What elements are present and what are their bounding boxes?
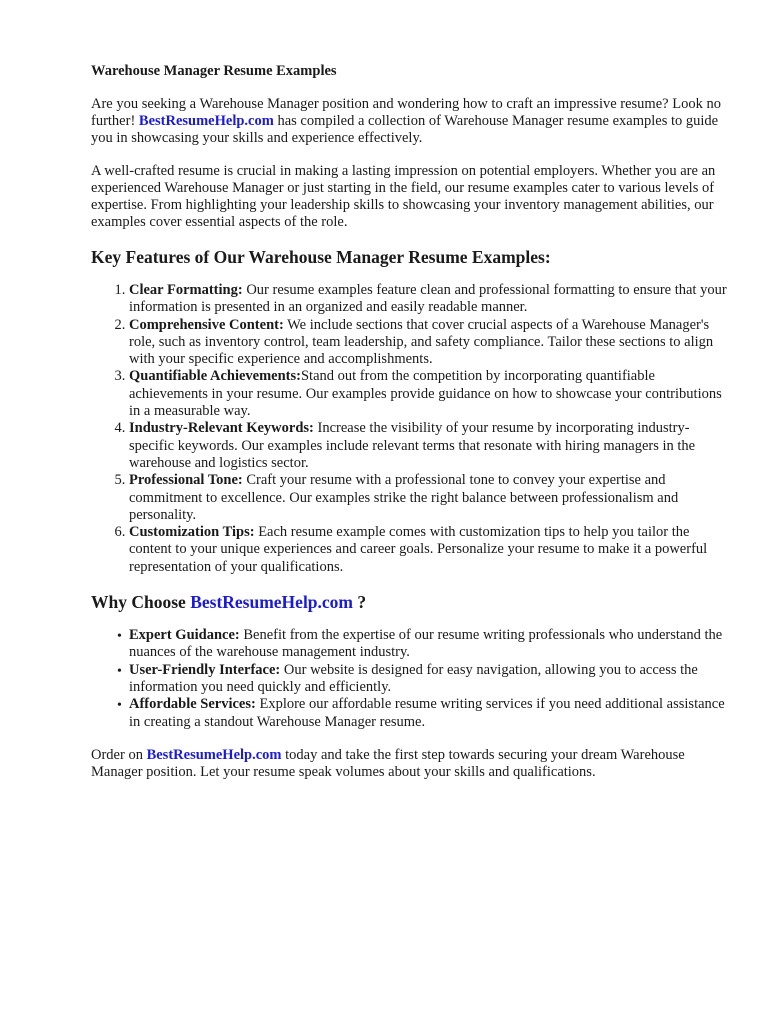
intro-text-end: has compiled a collection of Warehouse Manager resume examples to guide you in showcasing your skills and experience effectively. bbox=[91, 113, 719, 146]
intro-paragraph bbox=[91, 96, 728, 147]
feature-item bbox=[129, 472, 728, 524]
reason-term: Expert Guidance: bbox=[129, 627, 240, 644]
closing-site-link[interactable]: BestResumeHelp.com bbox=[146, 746, 282, 763]
feature-text: Our resume examples feature clean and professional formatting to ensure that your information is presented in an organized and easily readable manner. bbox=[129, 282, 727, 316]
feature-item bbox=[129, 524, 728, 576]
feature-text: Increase the visibility of your resume by incorporating industry-specific keywords. Our examples include relevant terms that resonate with hiring managers in the warehouse and logistics sector. bbox=[129, 420, 696, 471]
bullet-icon: • bbox=[117, 698, 122, 714]
intro-text-start: Are you seeking a Warehouse Manager position and wondering how to craft an impressive resume? Look no further! bbox=[91, 96, 721, 129]
reason-text: Our website is designed for easy navigation, allowing you to access the information you need quickly and efficiently. bbox=[129, 661, 698, 695]
bullet-icon: • bbox=[117, 629, 122, 645]
feature-text: Each resume example comes with customization tips to help you tailor the content to your unique experiences and career goals. Personalize your resume to make it a powerful representation of your qualifications. bbox=[129, 524, 708, 575]
feature-text: We include sections that cover crucial aspects of a Warehouse Manager's role, such as inventory control, team leadership, and safety compliance. Tailor these sections to align with your specific experience and accomplishments. bbox=[129, 316, 714, 368]
closing-text-start: Order on bbox=[91, 746, 147, 763]
intro-site-link[interactable]: BestResumeHelp.com bbox=[138, 113, 274, 129]
document-title: Warehouse Manager Resume Examples bbox=[91, 63, 337, 79]
reasons-list bbox=[91, 627, 728, 731]
feature-term: Professional Tone: bbox=[129, 472, 243, 489]
feature-item bbox=[129, 420, 728, 472]
feature-item bbox=[129, 368, 728, 420]
bullet-icon: • bbox=[117, 663, 122, 679]
feature-text: Stand out from the competition by incorporating quantifiable achievements in your resume. Our examples provide guidance on how to showcase your contributions in a measurable way. bbox=[129, 368, 722, 420]
feature-text: Craft your resume with a professional tone to convey your expertise and commitment to excellence. Our examples strike the right balance between professionalism and personality. bbox=[129, 472, 679, 523]
feature-item bbox=[129, 317, 728, 369]
feature-term: Industry-Relevant Keywords: bbox=[129, 420, 314, 437]
feature-term: Quantifiable Achievements: bbox=[129, 368, 301, 385]
why-heading-end: ? bbox=[353, 592, 367, 613]
why-choose-heading bbox=[91, 592, 728, 613]
reason-text: Explore our affordable resume writing services if you need additional assistance in creating a standout Warehouse Manager resume. bbox=[129, 696, 725, 730]
feature-term: Comprehensive Content: bbox=[129, 316, 284, 333]
why-heading-site-link[interactable]: BestResumeHelp.com bbox=[190, 592, 354, 613]
feature-item bbox=[129, 282, 728, 317]
why-heading-start: Why Choose bbox=[91, 592, 191, 613]
features-heading: Key Features of Our Warehouse Manager Resume Examples: bbox=[91, 247, 551, 267]
closing-paragraph bbox=[91, 747, 728, 781]
reason-text: Benefit from the expertise of our resume writing professionals who understand the nuances of the warehouse management industry. bbox=[129, 627, 723, 661]
reason-item bbox=[117, 627, 728, 662]
resume-importance-paragraph: A well-crafted resume is crucial in making a lasting impression on potential employers. Whether you are an experienced Warehouse Manager or just starting in the field, our resume examples cater to various levels of expertise. From highlighting your leadership skills to showcasing your inventory management abilities, our examples cover essential aspects of the role. bbox=[91, 163, 716, 230]
closing-text-end: today and take the first step towards securing your dream Warehouse Manager position. Let your resume speak volumes about your skills and qualifications. bbox=[91, 746, 685, 780]
reason-item bbox=[117, 696, 728, 731]
reason-item bbox=[117, 661, 728, 697]
reason-term: Affordable Services: bbox=[129, 696, 256, 713]
feature-term: Clear Formatting: bbox=[129, 282, 243, 298]
features-list bbox=[91, 282, 728, 576]
reason-term: User-Friendly Interface: bbox=[129, 661, 281, 678]
feature-term: Customization Tips: bbox=[129, 524, 255, 541]
